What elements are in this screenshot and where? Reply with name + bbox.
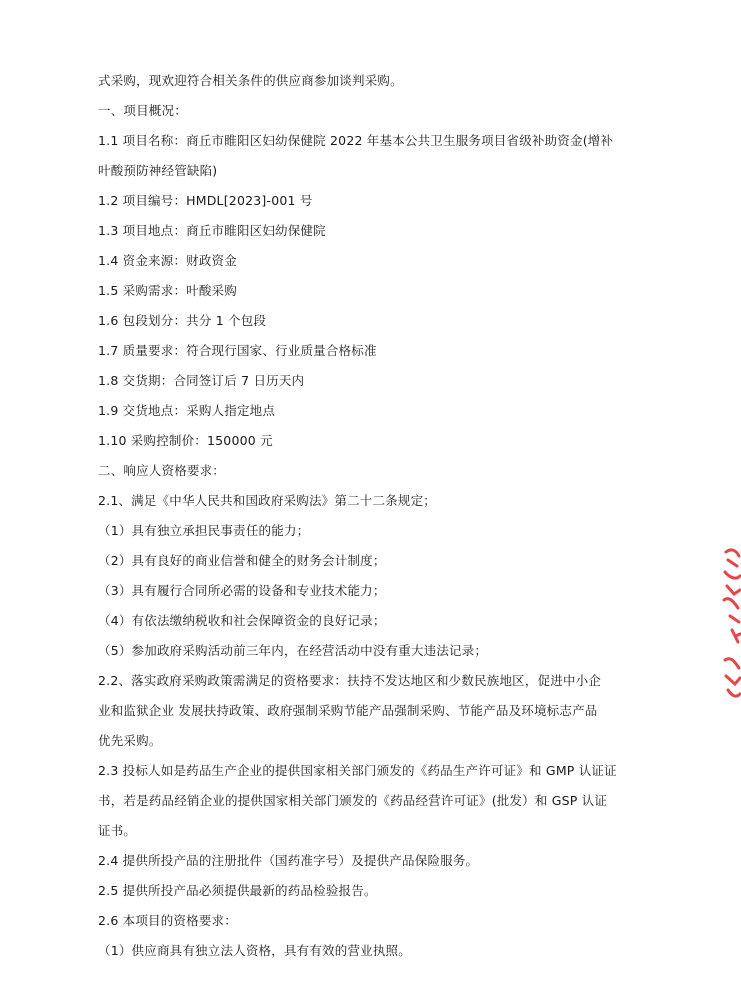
- procurement-demand: 1.5 采购需求：叶酸采购: [98, 283, 237, 298]
- section-heading-overview: 一、项目概况：: [98, 103, 187, 118]
- requirement-item-5: （5）参加政府采购活动前三年内，在经营活动中没有重大违法记录；: [98, 643, 488, 658]
- project-number: 1.2 项目编号：HMDL[2023]-001 号: [98, 193, 313, 208]
- requirement-2-1: 2.1、满足《中华人民共和国政府采购法》第二十二条规定；: [98, 493, 436, 508]
- requirement-2-6: 2.6 本项目的资格要求：: [98, 913, 237, 928]
- requirement-2-5: 2.5 提供所投产品必须提供最新的药品检验报告。: [98, 883, 377, 898]
- requirement-item-4: （4）有依法缴纳税收和社会保障资金的良好记录；: [98, 613, 386, 628]
- requirement-2-2-line-1: 2.2、落实政府采购政策需满足的资格要求：扶持不发达地区和少数民族地区，促进中小企: [98, 673, 602, 688]
- package-division: 1.6 包段划分：共分 1 个包段: [98, 313, 267, 328]
- project-name-line-1: 1.1 项目名称：商丘市睢阳区妇幼保健院 2022 年基本公共卫生服务项目省级补助资金(增补: [98, 133, 614, 148]
- requirement-2-2-line-3: 优先采购。: [98, 733, 162, 748]
- requirement-item-1: （1）具有独立承担民事责任的能力；: [98, 523, 310, 538]
- delivery-period: 1.8 交货期：合同签订后 7 日历天内: [98, 373, 305, 388]
- control-price: 1.10 采购控制价：150000 元: [98, 433, 273, 448]
- document-body: [98, 66, 633, 966]
- requirement-2-2-line-2: 业和监狱企业 发展扶持政策、政府强制采购节能产品强制采购、节能产品及环境标志产品: [98, 703, 598, 718]
- requirement-item-3: （3）具有履行合同所必需的设备和专业技术能力；: [98, 583, 386, 598]
- red-seal-icon: [722, 538, 741, 708]
- requirement-2-3-line-3: 证书。: [98, 823, 137, 838]
- requirement-2-6-item-1: （1）供应商具有独立法人资格，具有有效的营业执照。: [98, 943, 411, 958]
- delivery-location: 1.9 交货地点：采购人指定地点: [98, 403, 276, 418]
- project-name-line-2: 叶酸预防神经管缺陷): [98, 163, 218, 178]
- requirement-2-4: 2.4 提供所投产品的注册批件（国药准字号）及提供产品保险服务。: [98, 853, 479, 868]
- quality-requirement: 1.7 质量要求：符合现行国家、行业质量合格标准: [98, 343, 377, 358]
- fund-source: 1.4 资金来源：财政资金: [98, 253, 237, 268]
- project-location: 1.3 项目地点：商丘市睢阳区妇幼保健院: [98, 223, 326, 238]
- requirement-item-2: （2）具有良好的商业信誉和健全的财务会计制度；: [98, 553, 386, 568]
- requirement-2-3-line-1: 2.3 投标人如是药品生产企业的提供国家相关部门颁发的《药品生产许可证》和 GMP 认证证: [98, 763, 617, 778]
- text-line-intro: 式采购，现欢迎符合相关条件的供应商参加谈判采购。: [98, 73, 403, 88]
- section-heading-qualification: 二、响应人资格要求：: [98, 463, 226, 478]
- requirement-2-3-line-2: 书，若是药品经销企业的提供国家相关部门颁发的《药品经营许可证》(批发）和 GSP 认证: [98, 793, 608, 808]
